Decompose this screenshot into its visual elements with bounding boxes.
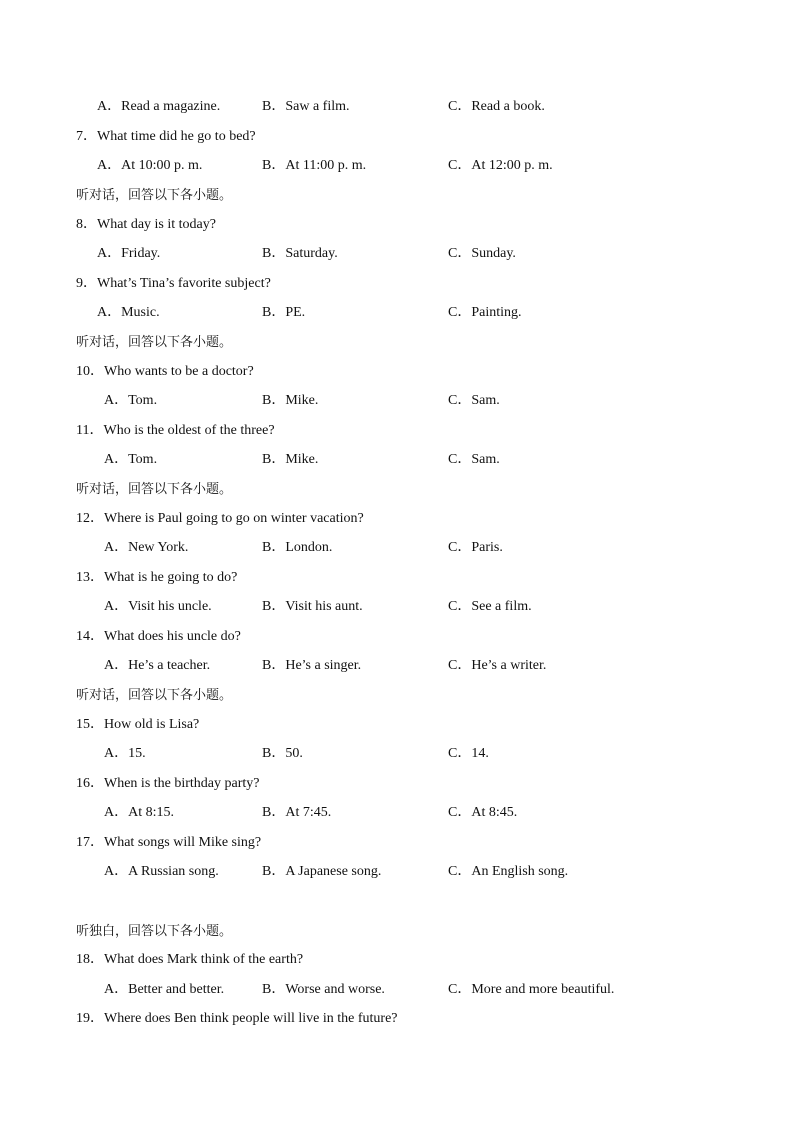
option-c: C．At 8:45. (448, 805, 518, 820)
question-text: 18．What does Mark think of the earth? (76, 952, 304, 967)
options-row (0, 656, 800, 676)
option-c: C．An English song. (448, 864, 569, 879)
option-a: A．Tom. (104, 393, 158, 408)
question-10 (0, 362, 800, 382)
option-b: B．PE. (262, 305, 306, 320)
question-18 (0, 950, 800, 970)
section-heading (0, 686, 800, 706)
options-row (0, 803, 800, 823)
question-text: 10．Who wants to be a doctor? (76, 364, 254, 379)
option-a: A．Visit his uncle. (104, 599, 212, 614)
options-row (0, 744, 800, 764)
heading-text: 听独白，回答以下各小题。 (76, 924, 233, 939)
option-c: C．Sunday. (448, 246, 516, 261)
question-8 (0, 215, 800, 235)
options-row (0, 538, 800, 558)
option-a: A．At 10:00 p. m. (97, 158, 203, 173)
question-text: 8．What day is it today? (76, 217, 216, 232)
option-a: A．At 8:15. (104, 805, 174, 820)
section-heading (0, 186, 800, 206)
question-text: 15．How old is Lisa? (76, 717, 200, 732)
option-a: A．New York. (104, 540, 189, 555)
section-heading (0, 480, 800, 500)
question-text: 13．What is he going to do? (76, 570, 238, 585)
option-c: C．See a film. (448, 599, 532, 614)
heading-text: 听对话，回答以下各小题。 (76, 482, 233, 497)
option-a: A．Better and better. (104, 982, 225, 997)
option-c: C．Painting. (448, 305, 522, 320)
section-heading (0, 333, 800, 353)
question-14 (0, 627, 800, 647)
option-c: C．He’s a writer. (448, 658, 547, 673)
option-a: A．Music. (97, 305, 160, 320)
options-row (0, 450, 800, 470)
question-text: 7．What time did he go to bed? (76, 129, 256, 144)
option-c: C．At 12:00 p. m. (448, 158, 553, 173)
option-b: B．He’s a singer. (262, 658, 362, 673)
options-row (0, 244, 800, 264)
option-c: C．14. (448, 746, 489, 761)
question-9 (0, 274, 800, 294)
option-b: B．Saw a film. (262, 99, 350, 114)
option-c: C．Read a book. (448, 99, 545, 114)
question-16 (0, 774, 800, 794)
option-b: B．At 7:45. (262, 805, 332, 820)
option-c: C．More and more beautiful. (448, 982, 615, 997)
section-heading (0, 922, 800, 942)
option-b: B．At 11:00 p. m. (262, 158, 367, 173)
question-12 (0, 509, 800, 529)
option-a: A．A Russian song. (104, 864, 219, 879)
option-b: B．Mike. (262, 393, 319, 408)
question-text: 9．What’s Tina’s favorite subject? (76, 276, 271, 291)
option-a: A．Friday. (97, 246, 161, 261)
heading-text: 听对话，回答以下各小题。 (76, 688, 233, 703)
option-b: B．Worse and worse. (262, 982, 385, 997)
question-7 (0, 127, 800, 147)
question-text: 12．Where is Paul going to go on winter vacation? (76, 511, 364, 526)
option-c: C．Sam. (448, 393, 500, 408)
option-a: A．15. (104, 746, 146, 761)
heading-text: 听对话，回答以下各小题。 (76, 188, 233, 203)
question-19 (0, 1009, 800, 1029)
question-text: 11．Who is the oldest of the three? (76, 423, 275, 438)
option-b: B．London. (262, 540, 333, 555)
option-a: A．He’s a teacher. (104, 658, 211, 673)
option-b: B．A Japanese song. (262, 864, 382, 879)
question-text: 16．When is the birthday party? (76, 776, 260, 791)
option-b: B．Visit his aunt. (262, 599, 363, 614)
question-text: 14．What does his uncle do? (76, 629, 241, 644)
question-15 (0, 715, 800, 735)
option-b: B．Saturday. (262, 246, 338, 261)
question-17 (0, 833, 800, 853)
option-a: A．Read a magazine. (97, 99, 221, 114)
options-row (0, 156, 800, 176)
options-row (0, 97, 800, 117)
question-13 (0, 568, 800, 588)
options-row (0, 597, 800, 617)
question-11 (0, 421, 800, 441)
option-a: A．Tom. (104, 452, 158, 467)
options-row (0, 391, 800, 411)
question-text: 19．Where does Ben think people will live in the future? (76, 1011, 398, 1026)
options-row (0, 303, 800, 323)
option-b: B．Mike. (262, 452, 319, 467)
option-c: C．Sam. (448, 452, 500, 467)
options-row (0, 980, 800, 1000)
question-text: 17．What songs will Mike sing? (76, 835, 262, 850)
option-c: C．Paris. (448, 540, 503, 555)
options-row (0, 862, 800, 882)
option-b: B．50. (262, 746, 303, 761)
heading-text: 听对话，回答以下各小题。 (76, 335, 233, 350)
